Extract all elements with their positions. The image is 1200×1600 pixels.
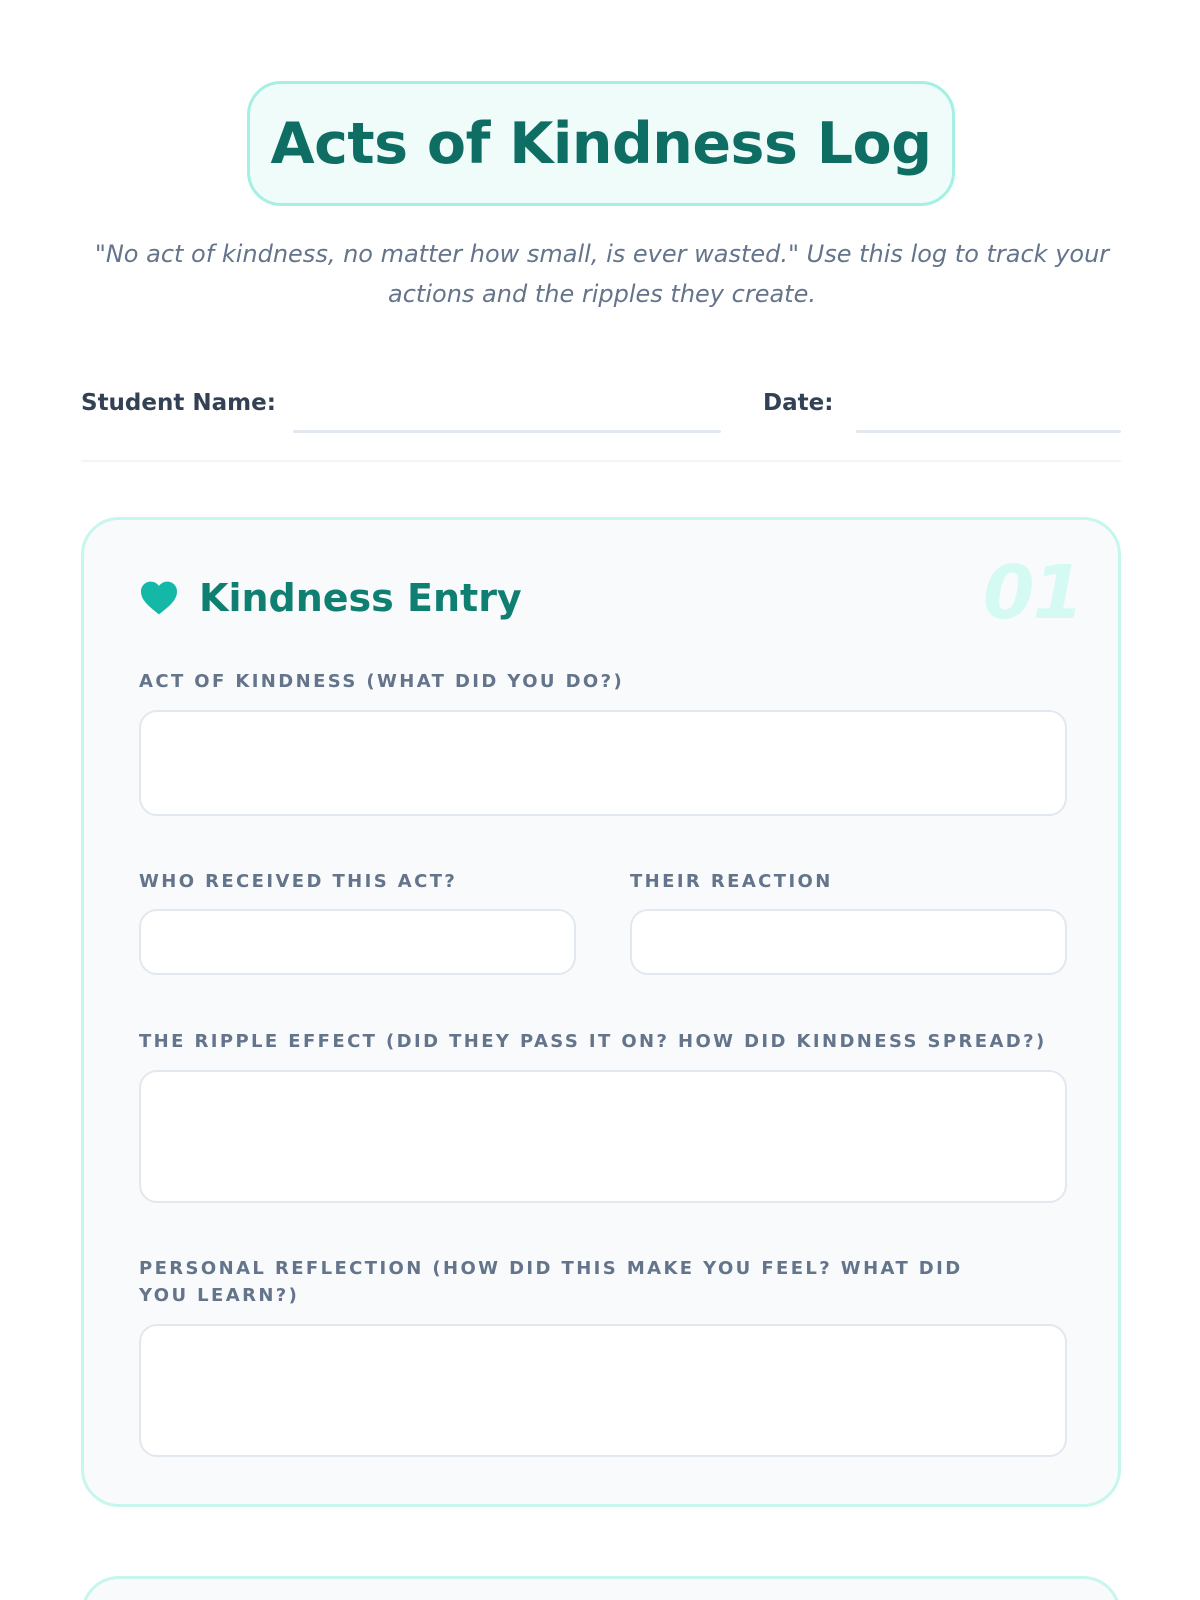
student-info-row [81,388,1121,438]
reaction-input[interactable] [630,909,1067,975]
reflection-label: PERSONAL REFLECTION (HOW DID THIS MAKE YOU FEEL? WHAT DID YOU LEARN?) [139,1258,963,1306]
ripple-input[interactable] [139,1070,1067,1203]
act-label: ACT OF KINDNESS (WHAT DID YOU DO?) [139,671,625,692]
ripple-label: THE RIPPLE EFFECT (DID THEY PASS IT ON? HOW DID KINDNESS SPREAD?) [139,1031,1047,1052]
next-entry-card [81,1576,1121,1600]
entry-number: 01 [983,550,1082,636]
date-field[interactable] [856,430,1121,433]
entry-header [139,576,522,620]
title-banner [247,81,955,206]
act-input[interactable] [139,710,1067,816]
heart-icon [139,580,179,616]
page-subtitle: "No act of kindness, no matter how small, is ever wasted." Use this log to track your actions and the ripples they create. [94,240,1110,308]
reflection-input[interactable] [139,1324,1067,1457]
recipient-label: WHO RECEIVED THIS ACT? [139,871,458,892]
student-name-field[interactable] [293,430,721,433]
section-divider [81,460,1121,462]
entry-title: Kindness Entry [199,576,522,620]
student-name-label: Student Name: [81,390,276,416]
date-label: Date: [763,390,834,416]
reaction-label: THEIR REACTION [630,871,833,892]
recipient-input[interactable] [139,909,576,975]
kindness-entry-card [81,517,1121,1507]
page-title: Acts of Kindness Log [270,110,932,177]
